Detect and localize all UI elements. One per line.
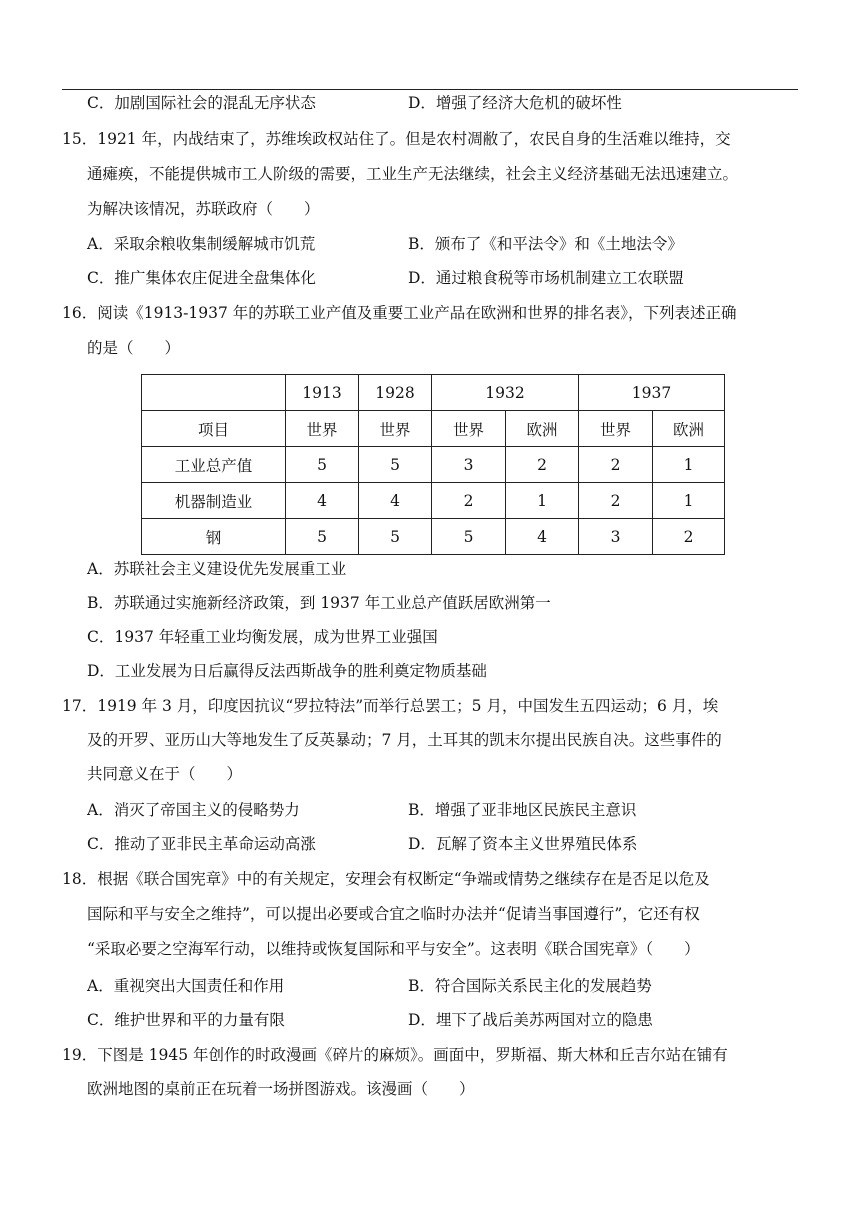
table-cell: 2 xyxy=(653,519,725,555)
table-cell: 3 xyxy=(579,519,653,555)
q18-stem-line-1: 18．根据《联合国宪章》中的有关规定，安理会有权断定“争端或情势之继续存在是否足以危及 xyxy=(62,870,710,888)
q16-option-d: D．工业发展为日后赢得反法西斯战争的胜利奠定物质基础 xyxy=(87,662,487,680)
table-row xyxy=(142,483,725,519)
table-row-label: 机器制造业 xyxy=(142,483,286,519)
table-cell: 2 xyxy=(432,483,506,519)
table-cell: 4 xyxy=(506,519,579,555)
table-subheader: 世界 xyxy=(359,411,432,447)
q15-option-b: B．颁布了《和平法令》和《土地法令》 xyxy=(408,235,683,253)
table-subheader: 欧洲 xyxy=(653,411,725,447)
q15-option-d: D．通过粮食税等市场机制建立工农联盟 xyxy=(408,269,684,287)
table-row xyxy=(142,375,725,411)
table-row xyxy=(142,519,725,555)
table-cell: 2 xyxy=(506,447,579,483)
table-year-header: 1932 xyxy=(432,375,579,411)
q19-stem-line-1: 19．下图是 1945 年创作的时政漫画《碎片的麻烦》。画面中，罗斯福、斯大林和丘吉尔站在铺有 xyxy=(62,1046,728,1064)
table-cell: 5 xyxy=(432,519,506,555)
q15-stem-line-1: 15．1921 年，内战结束了，苏维埃政权站住了。但是农村凋敝了，农民自身的生活难以维持，交 xyxy=(62,130,731,148)
table-subheader: 欧洲 xyxy=(506,411,579,447)
q16-option-a: A．苏联社会主义建设优先发展重工业 xyxy=(87,560,347,578)
q18-option-d: D．埋下了战后美苏两国对立的隐患 xyxy=(408,1011,653,1029)
table-cell: 1 xyxy=(506,483,579,519)
table-row-label: 钢 xyxy=(142,519,286,555)
q18-option-a: A．重视突出大国责任和作用 xyxy=(87,977,285,995)
table-cell: 3 xyxy=(432,447,506,483)
q16-option-c: C．1937 年轻重工业均衡发展，成为世界工业强国 xyxy=(87,628,438,646)
q19-stem-line-2: 欧洲地图的桌前正在玩着一场拼图游戏。该漫画（ ） xyxy=(87,1080,475,1098)
q15-option-c: C．推广集体农庄促进全盘集体化 xyxy=(87,269,316,287)
table-cell: 5 xyxy=(359,447,432,483)
table-cell: 4 xyxy=(286,483,359,519)
table-subheader: 世界 xyxy=(432,411,506,447)
table-row xyxy=(142,411,725,447)
q16-stem-line-1: 16．阅读《1913-1937 年的苏联工业产值及重要工业产品在欧洲和世界的排名表》，下列表述正确 xyxy=(62,304,737,322)
table-cell: 1 xyxy=(653,447,725,483)
table-subheader: 世界 xyxy=(579,411,653,447)
q17-stem-line-1: 17．1919 年 3 月，印度因抗议“罗拉特法”而举行总罢工；5 月，中国发生五四运动；6 月，埃 xyxy=(62,697,719,715)
q17-option-d: D．瓦解了资本主义世界殖民体系 xyxy=(408,835,638,853)
table-cell: 5 xyxy=(286,519,359,555)
table-year-header: 1913 xyxy=(286,375,359,411)
table-subheader: 世界 xyxy=(286,411,359,447)
q17-stem-line-2: 及的开罗、亚历山大等地发生了反英暴动；7 月，土耳其的凯末尔提出民族自决。这些事件的 xyxy=(87,731,722,749)
q18-option-b: B．符合国际关系民主化的发展趋势 xyxy=(408,977,652,995)
table-cell-empty xyxy=(142,375,286,411)
q15-option-a: A．采取余粮收集制缓解城市饥荒 xyxy=(87,235,316,253)
table-cell: 2 xyxy=(579,483,653,519)
table-cell: 1 xyxy=(653,483,725,519)
q18-option-c: C．维护世界和平的力量有限 xyxy=(87,1011,285,1029)
table-cell: 4 xyxy=(359,483,432,519)
q17-option-b: B．增强了亚非地区民族民主意识 xyxy=(408,801,637,819)
ranking-table xyxy=(141,374,725,555)
q18-stem-line-2: 国际和平与安全之维持”，可以提出必要或合宜之临时办法并“促请当事国遵行”，它还有权 xyxy=(87,905,700,923)
q15-stem-line-3: 为解决该情况，苏联政府（ ） xyxy=(87,200,320,218)
table-cell: 5 xyxy=(286,447,359,483)
q15-stem-line-2: 通瘫痪，不能提供城市工人阶级的需要，工业生产无法继续，社会主义经济基础无法迅速建立。 xyxy=(87,165,739,183)
header-rule xyxy=(62,89,798,90)
table-year-header: 1928 xyxy=(359,375,432,411)
table-cell: 2 xyxy=(579,447,653,483)
prev-option-d: D．增强了经济大危机的破坏性 xyxy=(408,94,622,112)
q16-option-b: B．苏联通过实施新经济政策，到 1937 年工业总产值跃居欧洲第一 xyxy=(87,594,551,612)
table-row-label: 工业总产值 xyxy=(142,447,286,483)
q18-stem-line-3: “采取必要之空海军行动，以维持或恢复国际和平与安全”。这表明《联合国宪章》（ ） xyxy=(87,940,700,958)
table-year-header: 1937 xyxy=(579,375,725,411)
q16-stem-line-2: 的是（ ） xyxy=(87,339,181,357)
q17-stem-line-3: 共同意义在于（ ） xyxy=(87,765,243,783)
table-row-header: 项目 xyxy=(142,411,286,447)
q17-option-a: A．消灭了帝国主义的侵略势力 xyxy=(87,801,300,819)
q17-option-c: C．推动了亚非民主革命运动高涨 xyxy=(87,835,316,853)
table-row xyxy=(142,447,725,483)
prev-option-c: C．加剧国际社会的混乱无序状态 xyxy=(87,94,316,112)
table-cell: 5 xyxy=(359,519,432,555)
